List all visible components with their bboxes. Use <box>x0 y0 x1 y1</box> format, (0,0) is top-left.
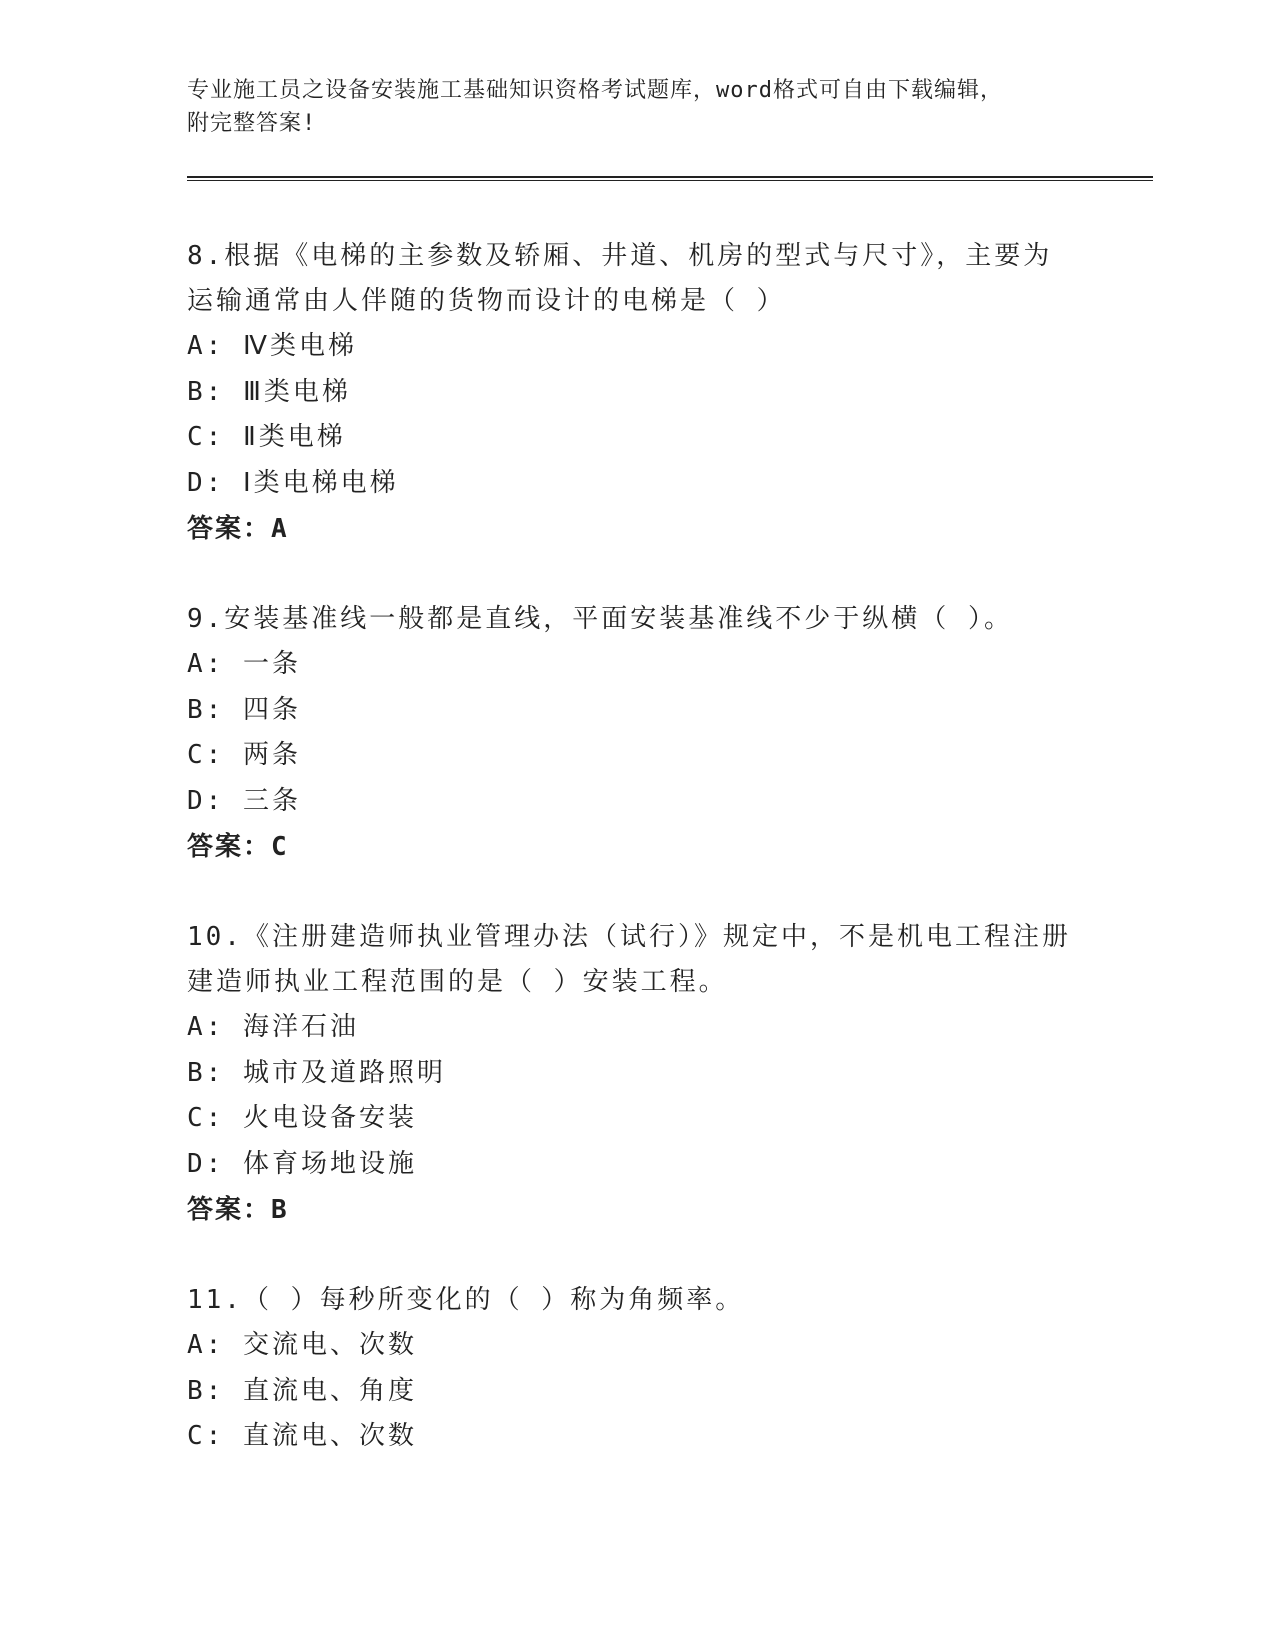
answer: 答案：B <box>187 1195 289 1225</box>
option-d: D: Ⅰ类电梯电梯 <box>187 467 399 498</box>
option-b: B: 城市及道路照明 <box>187 1057 446 1088</box>
option-c: C: 火电设备安装 <box>187 1103 417 1133</box>
header-line-2: 附完整答案! <box>187 111 317 136</box>
header-divider <box>187 176 1153 181</box>
option-a: A: 一条 <box>187 649 301 679</box>
question-11 <box>187 1278 1087 1460</box>
answer: 答案：A <box>187 514 289 544</box>
question-10 <box>187 915 1087 1233</box>
option-a: A: Ⅳ类电梯 <box>187 331 357 361</box>
option-a: A: 海洋石油 <box>187 1012 359 1042</box>
question-9 <box>187 597 1087 870</box>
document-header <box>187 74 1067 140</box>
option-c: C: 直流电、次数 <box>187 1421 417 1451</box>
option-c: C: 两条 <box>187 740 301 770</box>
answer: 答案：C <box>187 832 289 862</box>
option-c: C: Ⅱ类电梯 <box>187 422 346 452</box>
option-a: A: 交流电、次数 <box>187 1330 417 1360</box>
question-stem: 11.（ ）每秒所变化的（ ）称为角频率。 <box>187 1285 745 1315</box>
option-b: B: 直流电、角度 <box>187 1375 417 1406</box>
question-stem: 10.《注册建造师执业管理办法（试行）》规定中，不是机电工程注册 <box>187 922 1071 952</box>
question-stem-continued: 运输通常由人伴随的货物而设计的电梯是（ ） <box>187 286 786 316</box>
option-b: B: 四条 <box>187 694 301 725</box>
option-d: D: 体育场地设施 <box>187 1148 417 1179</box>
question-stem: 9.安装基准线一般都是直线，平面安装基准线不少于纵横（ ）。 <box>187 604 1013 634</box>
question-stem: 8.根据《电梯的主参数及轿厢、井道、机房的型式与尺寸》，主要为 <box>187 241 1053 271</box>
question-stem-continued: 建造师执业工程范围的是（ ）安装工程。 <box>187 967 728 997</box>
header-line-1: 专业施工员之设备安装施工基础知识资格考试题库，word格式可自由下载编辑， <box>187 78 1003 103</box>
option-d: D: 三条 <box>187 785 301 816</box>
option-b: B: Ⅲ类电梯 <box>187 376 351 407</box>
question-8 <box>187 234 1087 552</box>
